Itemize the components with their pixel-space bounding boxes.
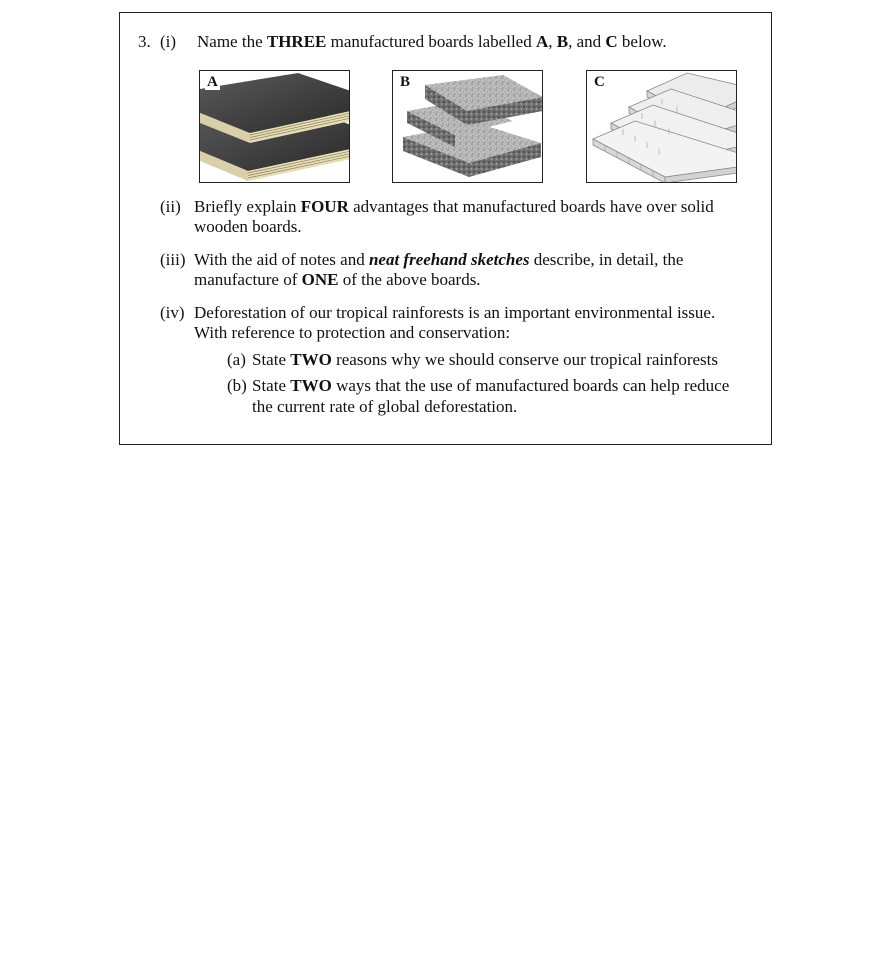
- part-i-label: (i): [160, 32, 177, 51]
- board-b-image: [392, 70, 543, 183]
- body-text: manufactured boards labelled: [326, 32, 536, 51]
- emphasis-text: TWO: [290, 376, 332, 395]
- emphasis-text: C: [605, 32, 618, 51]
- body-text: ,: [548, 32, 557, 51]
- board-c-image: [586, 70, 737, 183]
- part-ii-line-1: [194, 197, 714, 217]
- body-text: With reference to protection and conservation:: [194, 323, 511, 342]
- part-iii-label: (iii): [160, 250, 186, 269]
- body-text: manufacture of: [194, 270, 302, 289]
- question-number: 3.: [138, 32, 151, 51]
- label-a: A: [207, 74, 218, 90]
- body-text: With the aid of notes and: [194, 250, 369, 269]
- label-c: C: [594, 74, 605, 90]
- body-text: wooden boards.: [194, 217, 302, 236]
- body-text: Deforestation of our tropical rainforests is an important environmental issue.: [194, 303, 716, 322]
- body-text: , and: [568, 32, 606, 51]
- body-text: of the above boards.: [338, 270, 481, 289]
- board-a-image: [199, 70, 350, 183]
- emphasis-text: A: [535, 32, 549, 51]
- body-text: State: [252, 350, 291, 369]
- emphasis-text: THREE: [266, 32, 327, 51]
- subpart-a-label: (a): [227, 350, 246, 369]
- part-i-text: [197, 32, 667, 52]
- body-text: describe, in detail, the: [529, 250, 684, 269]
- subpart-b-label: (b): [227, 376, 247, 395]
- body-text: advantages that manufactured boards have over solid: [348, 197, 714, 216]
- emphasis-text: TWO: [290, 350, 332, 369]
- emphasis-text: neat freehand sketches: [368, 250, 530, 269]
- emphasis-text: B: [556, 32, 569, 51]
- emphasis-text: FOUR: [300, 197, 349, 216]
- body-text: State: [252, 376, 291, 395]
- body-text: below.: [617, 32, 667, 51]
- part-ii-line-2: [194, 217, 302, 237]
- part-iii-line-1: [194, 250, 683, 270]
- question-box: [119, 12, 772, 445]
- part-iii-line-2: [194, 270, 481, 290]
- label-b: B: [400, 74, 411, 90]
- body-text: ways that the use of manufactured boards can help reduce: [331, 376, 730, 395]
- body-text: Briefly explain: [194, 197, 301, 216]
- body-text: Name the: [197, 32, 267, 51]
- subpart-b-line-1: [252, 376, 729, 396]
- emphasis-text: ONE: [301, 270, 339, 289]
- part-iv-line-1: [194, 303, 715, 323]
- body-text: reasons why we should conserve our tropical rainforests: [331, 350, 718, 369]
- subpart-a-line-1: [252, 350, 718, 370]
- part-iv-label: (iv): [160, 303, 185, 322]
- body-text: the current rate of global deforestation.: [252, 397, 518, 416]
- subpart-b-line-2: [252, 397, 517, 417]
- part-iv-line-2: [194, 323, 510, 343]
- part-ii-label: (ii): [160, 197, 181, 216]
